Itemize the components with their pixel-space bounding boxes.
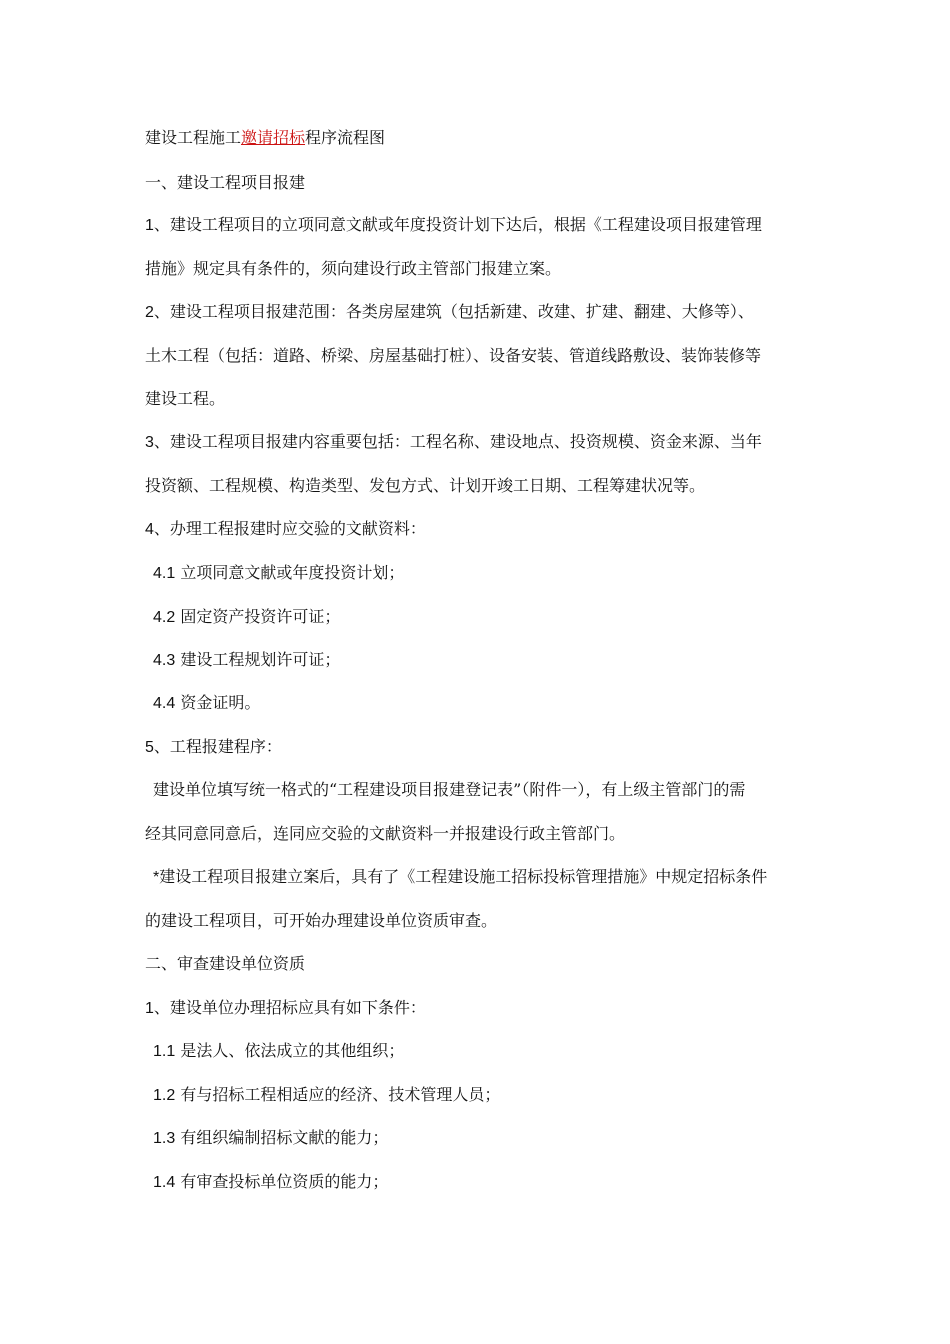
sub-item-text: 固定资产投资许可证； (180, 607, 341, 626)
sub-item-text: 有审查投标单位资质的能力； (180, 1172, 389, 1191)
item-3-text: 建设工程项目报建内容重要包括：工程名称、建设地点、投资规模、资金来源、当年 (169, 432, 762, 451)
asterisk-mark: * (153, 869, 160, 886)
item-1-line-1 (145, 214, 825, 237)
item-2-line-1 (145, 301, 825, 324)
item-2-number: 2、 (145, 304, 170, 321)
item-5-paragraph-1-line-2: 经其同意同意后，连同应交验的文献资料一并报建设行政主管部门。 (145, 824, 626, 843)
sub-item-number: 4.2 (153, 609, 176, 626)
sub-item-number: 1.3 (153, 1130, 176, 1147)
paragraph-text: 建设工程项目报建立案后，具有了《工程建设施工招标投标管理措施》中规定招标条件 (159, 867, 768, 886)
sub-item-4-3 (153, 649, 833, 672)
document-title (145, 127, 825, 149)
item-2-text: 建设工程项目报建范围：各类房屋建筑（包括新建、改建、扩建、翻建、大修等）、 (169, 302, 754, 321)
sub-item-text: 是法人、依法成立的其他组织； (180, 1041, 405, 1060)
sub-item-text: 有与招标工程相适应的经济、技术管理人员； (180, 1085, 501, 1104)
section-2-item-1-text: 建设单位办理招标应具有如下条件： (169, 998, 426, 1017)
sub-item-1-4 (153, 1171, 833, 1194)
item-5-number: 5、 (145, 739, 170, 756)
item-5-text: 工程报建程序： (169, 737, 282, 756)
item-5-paragraph-2-line-1 (153, 866, 833, 889)
sub-item-text: 立项同意文献或年度投资计划； (180, 563, 405, 582)
sub-item-4-4 (153, 692, 833, 715)
sub-item-text: 资金证明。 (180, 693, 261, 712)
title-suffix: 程序流程图 (305, 128, 386, 147)
sub-item-number: 4.1 (153, 565, 176, 582)
item-4-line (145, 518, 825, 541)
item-2-line-2: 土木工程（包括：道路、桥梁、房屋基础打桩）、设备安装、管道线路敷设、装饰装修等 (145, 346, 762, 365)
section-2-heading: 二、审查建设单位资质 (145, 954, 306, 973)
item-1-text: 建设工程项目的立项同意文献或年度投资计划下达后，根据《工程建设项目报建管理 (169, 215, 762, 234)
sub-item-text: 有组织编制招标文献的能力； (180, 1128, 389, 1147)
item-4-text: 办理工程报建时应交验的文献资料： (169, 519, 426, 538)
section-2-item-1-line (145, 997, 825, 1020)
sub-item-number: 4.4 (153, 695, 176, 712)
sub-item-1-2 (153, 1084, 833, 1107)
sub-item-number: 1.4 (153, 1174, 176, 1191)
item-3-line-1 (145, 431, 825, 454)
item-4-number: 4、 (145, 521, 170, 538)
sub-item-1-3 (153, 1127, 833, 1150)
item-5-paragraph-1-line-1: 建设单位填写统一格式的“工程建设项目报建登记表”（附件一），有上级主管部门的需 (153, 780, 746, 799)
sub-item-text: 建设工程规划许可证； (180, 650, 341, 669)
item-2-line-3: 建设工程。 (145, 389, 226, 408)
item-3-line-2: 投资额、工程规模、构造类型、发包方式、计划开竣工日期、工程筹建状况等。 (145, 476, 706, 495)
sub-item-4-1 (153, 562, 833, 585)
sub-item-number: 4.3 (153, 652, 176, 669)
sub-item-number: 1.2 (153, 1087, 176, 1104)
item-3-number: 3、 (145, 434, 170, 451)
sub-item-1-1 (153, 1040, 833, 1063)
title-link[interactable]: 邀请招标 (241, 128, 306, 147)
section-2-item-1-number: 1、 (145, 1000, 170, 1017)
item-5-paragraph-2-line-2: 的建设工程项目，可开始办理建设单位资质审查。 (145, 911, 498, 930)
section-1-heading: 一、建设工程项目报建 (145, 173, 306, 192)
item-1-line-2: 措施》规定具有条件的，须向建设行政主管部门报建立案。 (145, 259, 562, 278)
item-5-line (145, 736, 825, 759)
item-1-number: 1、 (145, 217, 170, 234)
sub-item-number: 1.1 (153, 1043, 176, 1060)
title-prefix: 建设工程施工 (145, 128, 242, 147)
sub-item-4-2 (153, 606, 833, 629)
